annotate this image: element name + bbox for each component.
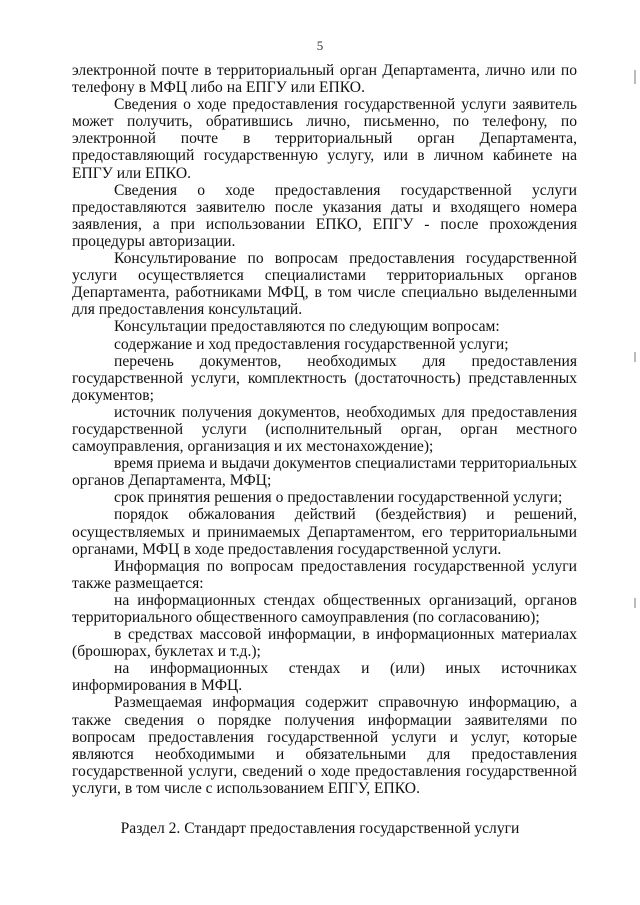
paragraph: перечень документов, необходимых для предоставления государственной услуги, комплектность (достаточность) представленных документов; — [72, 352, 577, 404]
paragraph: на информационных стендах и (или) иных источниках информирования в МФЦ. — [72, 660, 577, 695]
paragraph: электронной почте в территориальный орган Департамента, лично или по телефону в МФЦ либо на ЕПГУ или ЕПКО. — [72, 62, 577, 97]
page-number: 5 — [316, 38, 324, 53]
paragraph: Сведения о ходе предоставления государственной услуги предоставляются заявителю после указания даты и входящего номера заявления, а при использовании ЕПКО, ЕПГУ - после прохождения процедуры авторизации. — [72, 181, 577, 250]
paragraph: время приема и выдачи документов специалистами территориальных органов Департамента, МФЦ; — [72, 455, 577, 490]
paragraph: порядок обжалования действий (бездействия) и решений, осуществляемых и принимаемых Департаментом, его территориальными органами, МФЦ в ходе предоставления государственной услуги. — [72, 506, 577, 558]
paragraph: Консультации предоставляются по следующим вопросам: — [114, 318, 500, 336]
paragraph: Информация по вопросам предоставления государственной услуги также размещается: — [72, 557, 577, 592]
document-body — [72, 62, 577, 797]
paragraph: Размещаемая информация содержит справочную информацию, а также сведения о порядке получения информации заявителями по вопросам предоставления государственной услуги и услуг, которые являются необходимыми и обязательными для предоставления государственной услуги, сведений о ходе предоставления государственной услуги, в том числе с использованием ЕПГУ, ЕПКО. — [72, 694, 577, 797]
scan-edge-mark — [634, 70, 636, 84]
scan-edge-mark — [634, 352, 636, 362]
scan-edge-mark — [634, 598, 636, 608]
paragraph: срок принятия решения о предоставлении государственной услуги; — [114, 489, 563, 507]
paragraph: Консультирование по вопросам предоставления государственной услуги осуществляется специалистами территориальных органов Департамента, работниками МФЦ, в том числе специально выделенными для предоставления консультаций. — [72, 250, 577, 319]
paragraph: на информационных стендах общественных организаций, органов территориального общественного самоуправления (по согласованию); — [72, 591, 577, 626]
paragraph: Сведения о ходе предоставления государственной услуги заявитель может получить, обратившись лично, письменно, по телефону, по электронной почте в территориальный орган Департамента, предоставляющий государственную услугу, или в личном кабинете на ЕПГУ или ЕПКО. — [72, 96, 577, 182]
paragraph: содержание и ход предоставления государственной услуги; — [114, 335, 509, 353]
paragraph: источник получения документов, необходимых для предоставления государственной услуги (исполнительный орган, орган местного самоуправления, организация и их местонахождение); — [72, 403, 577, 456]
paragraph: в средствах массовой информации, в информационных материалах (брошюрах, буклетах и т.д.); — [72, 626, 577, 661]
section-heading: Раздел 2. Стандарт предоставления государственной услуги — [120, 820, 520, 837]
